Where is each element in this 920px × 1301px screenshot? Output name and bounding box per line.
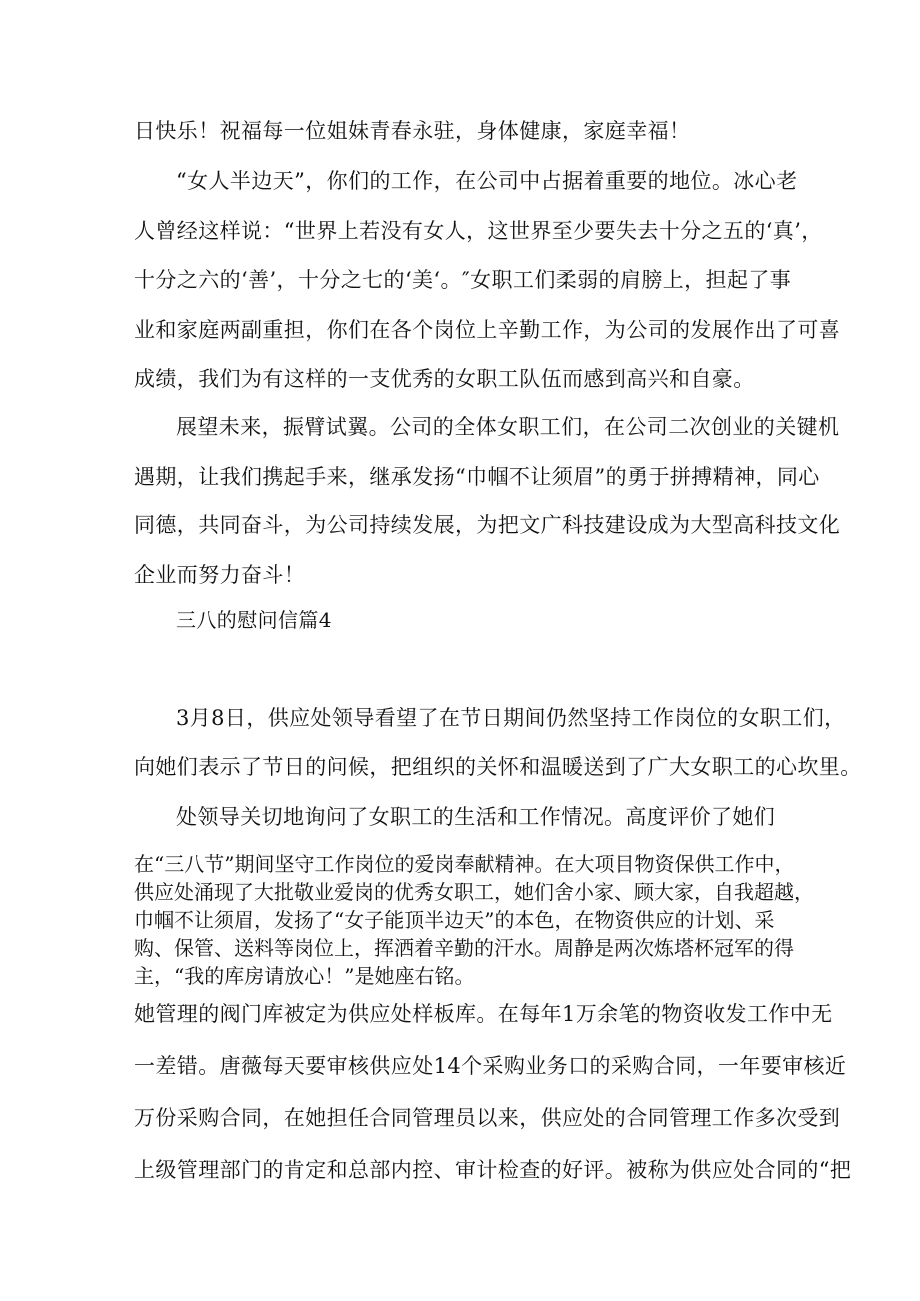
paragraph-line: 向她们表示了节日的问候，把组织的关怀和温暖送到了广大女职工的心坎里。 — [134, 755, 862, 779]
paragraph-line: 巾帼不让须眉，发扬了“女子能顶半边天”的本色，在物资供应的计划、采 — [134, 908, 775, 932]
paragraph-line: 她管理的阀门库被定为供应处样板库。在每年1万余笔的物资收发工作中无 — [134, 1002, 833, 1026]
paragraph-line: 十分之六的‘善’，十分之七的‘美‘。″女职工们柔弱的肩膀上，担起了事 — [134, 268, 792, 292]
paragraph-line: 人曾经这样说：“世界上若没有女人，这世界至少要失去十分之五的‘真’， — [134, 219, 823, 243]
paragraph-line: 遇期，让我们携起手来，继承发扬“巾帼不让须眉”的勇于拼搏精神，同心 — [134, 465, 820, 489]
paragraph-line: 3月8日，供应处领导看望了在节日期间仍然坚持工作岗位的女职工们， — [176, 706, 846, 730]
paragraph-line: 企业而努力奋斗！ — [134, 563, 306, 587]
paragraph-line: 购、保管、送料等岗位上，挥洒着辛勤的汗水。周静是两次炼塔杯冠军的得 — [134, 936, 794, 960]
paragraph-line: 供应处涌现了大批敬业爱岗的优秀女职工，她们舍小家、顾大家，自我超越， — [134, 880, 814, 904]
paragraph-line: 成绩，我们为有这样的一支优秀的女职工队伍而感到高兴和自豪。 — [134, 367, 755, 391]
paragraph-line: 展望未来，振臂试翼。公司的全体女职工们，在公司二次创业的关键机 — [176, 415, 840, 439]
paragraph-line: 业和家庭两副重担，你们在各个岗位上辛勤工作，为公司的发展作出了可喜 — [134, 318, 841, 342]
paragraph-line: 万份采购合同，在她担任合同管理员以来，供应处的合同管理工作多次受到 — [134, 1106, 841, 1130]
paragraph-line: 同德，共同奋斗，为公司持续发展，为把文广科技建设成为大型高科技文化 — [134, 513, 841, 537]
paragraph-line: “女人半边天”，你们的工作，在公司中占据着重要的地位。冰心老 — [176, 169, 798, 193]
text-line: 日快乐！祝福每一位姐妹青春永驻，身体健康，家庭幸福！ — [134, 119, 691, 143]
section-heading: 三八的慰问信篇4 — [176, 608, 332, 632]
paragraph-line: 一差错。唐薇每天要审核供应处14个采购业务口的采购合同，一年要审核近 — [134, 1054, 847, 1078]
paragraph-line: 在“三八节”期间坚守工作岗位的爱岗奉献精神。在大项目物资保供工作中， — [134, 852, 795, 876]
paragraph-line: 主，“我的库房请放心！”是她座右铭。 — [134, 964, 475, 988]
paragraph-line: 上级管理部门的肯定和总部内控、审计检查的好评。被称为供应处合同的“把 — [134, 1158, 852, 1182]
paragraph-line: 处领导关切地询问了女职工的生活和工作情况。高度评价了她们 — [176, 805, 776, 829]
